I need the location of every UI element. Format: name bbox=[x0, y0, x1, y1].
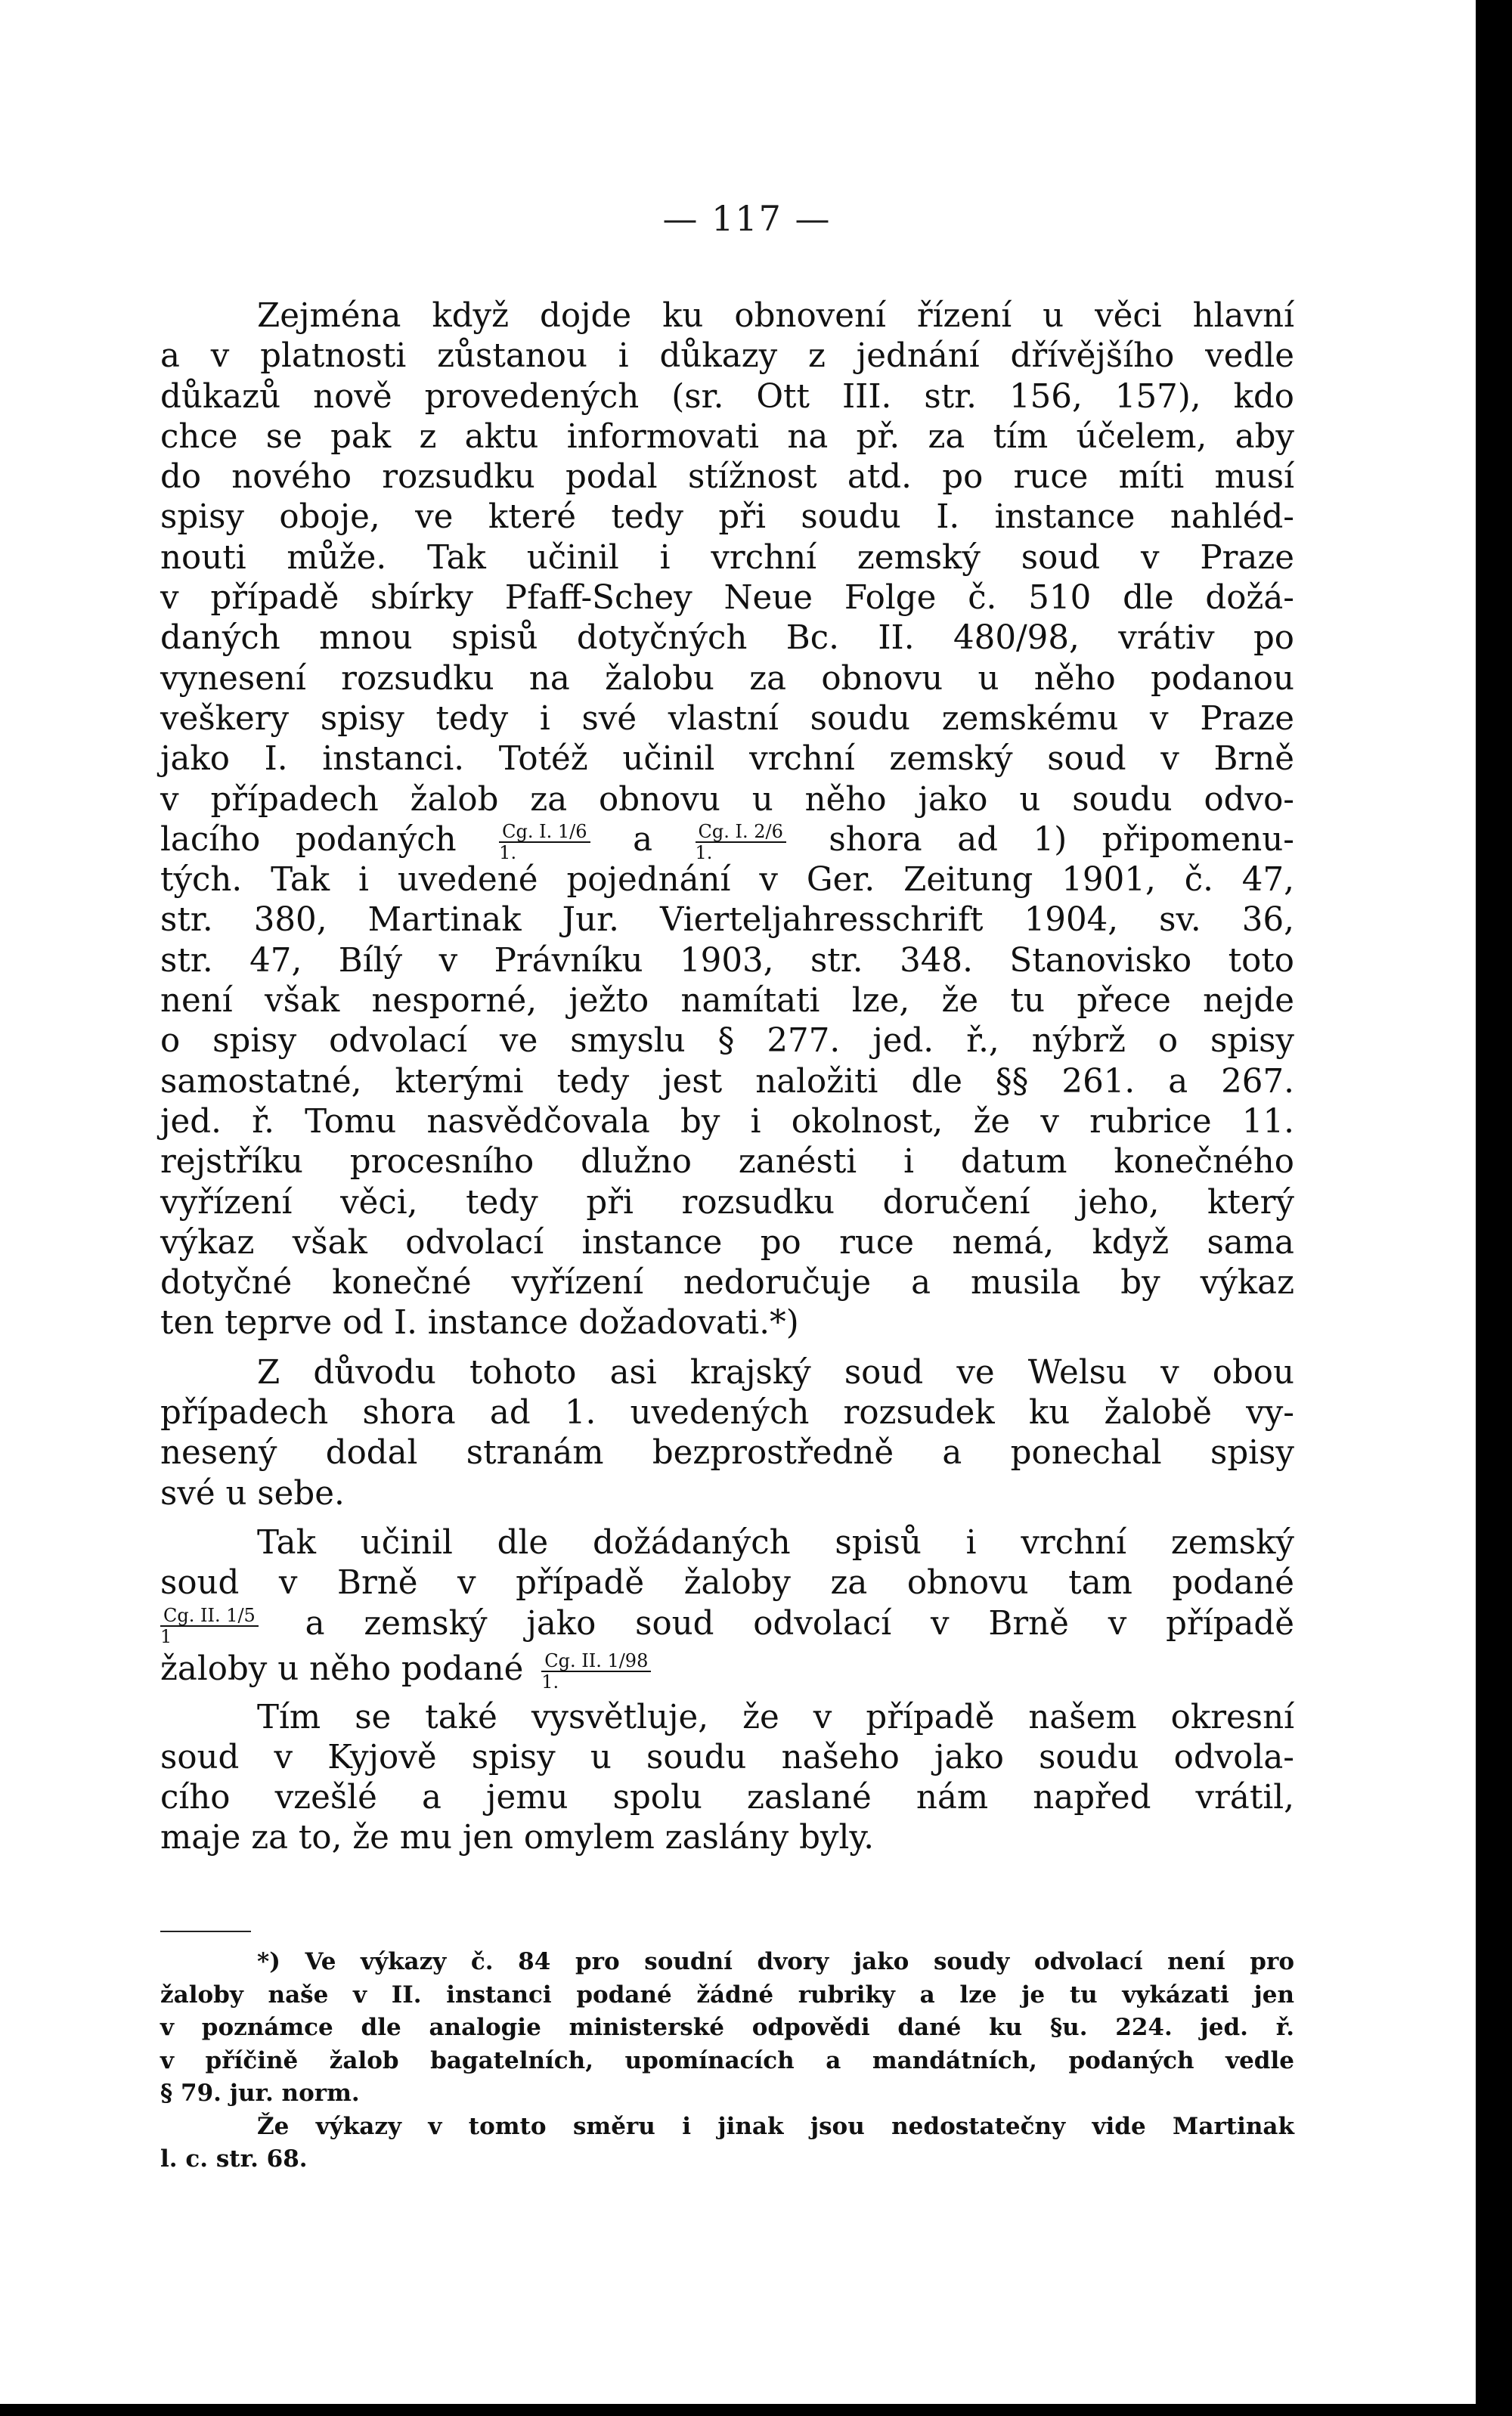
text-line: v případě sbírky Pfaff-Schey Neue Folge č. 510 dle dožá- bbox=[160, 579, 1294, 618]
case-number-fraction bbox=[696, 822, 786, 863]
text-line: ten teprve od I. instance dožadovati.*) bbox=[160, 1304, 799, 1343]
text-line-with-fraction bbox=[160, 1649, 1294, 1695]
footnote-line: v příčině žalob bagatelních, upomínacích a mandátních, podaných vedle bbox=[160, 2046, 1294, 2074]
text-line: str. 380, Martinak Jur. Vierteljahresschrift 1904, sv. 36, bbox=[160, 901, 1294, 940]
fraction-denominator: 1. bbox=[695, 841, 713, 863]
footnote-line: § 79. jur. norm. bbox=[160, 2080, 360, 2107]
text-line: důkazů nově provedených (sr. Ott III. str. 156, 157), kdo bbox=[160, 377, 1294, 416]
footnote-line: v poznámce dle analogie ministerské odpovědi dané ku §u. 224. jed. ř. bbox=[160, 2014, 1294, 2041]
text-line: jako I. instanci. Totéž učinil vrchní zemský soud v Brně bbox=[160, 740, 1294, 779]
text-line: rejstříku procesního dlužno zanésti i datum konečného bbox=[160, 1143, 1294, 1182]
text-line: do nového rozsudku podal stížnost atd. po ruce míti musí bbox=[160, 458, 1294, 497]
main-text bbox=[160, 296, 1294, 1859]
paragraph-1 bbox=[160, 296, 1294, 1344]
text-line: soud v Brně v případě žaloby za obnovu tam podané bbox=[160, 1564, 1294, 1603]
paragraph-3 bbox=[160, 1523, 1294, 1695]
text-line: cího vzešlé a jemu spolu zaslané nám napřed vrátil, bbox=[160, 1779, 1294, 1817]
text-line: jed. ř. Tomu nasvědčovala by i okolnost, že v rubrice 11. bbox=[160, 1102, 1294, 1141]
text-line: vyřízení věci, tedy při rozsudku doručení jeho, který bbox=[160, 1183, 1294, 1222]
page-number: — 117 — bbox=[662, 198, 832, 239]
text-fragment: shora ad 1) připomenu- bbox=[829, 820, 1294, 859]
text-line: samostatné, kterými tedy jest naložiti dle §§ 261. a 267. bbox=[160, 1062, 1294, 1101]
text-line: Tak učinil dle dožádaných spisů i vrchní zemský bbox=[257, 1523, 1294, 1562]
text-line: tých. Tak i uvedené pojednání v Ger. Zeitung 1901, č. 47, bbox=[160, 861, 1294, 900]
footnote-line: *) Ve výkazy č. 84 pro soudní dvory jako soudy odvolací není pro bbox=[257, 1948, 1294, 1975]
fraction-numerator: Cg. I. 1/6 bbox=[499, 822, 590, 843]
footnote-line: Že výkazy v tomto směru i jinak jsou nedostatečny vide Martinak bbox=[257, 2112, 1294, 2140]
case-number-fraction bbox=[541, 1651, 651, 1692]
text-line: o spisy odvolací ve smyslu § 277. jed. ř., nýbrž o spisy bbox=[160, 1022, 1294, 1061]
text-line: a v platnosti zůstanou i důkazy z jednání dřívějšího vedle bbox=[160, 337, 1294, 376]
fraction-numerator: Cg. I. 2/6 bbox=[696, 822, 786, 843]
text-line: maje za to, že mu jen omylem zaslány byly. bbox=[160, 1819, 875, 1857]
text-fragment: a bbox=[633, 820, 652, 859]
text-line: nouti může. Tak učinil i vrchní zemský soud v Praze bbox=[160, 538, 1294, 577]
text-line: své u sebe. bbox=[160, 1474, 345, 1513]
paragraph-4 bbox=[160, 1698, 1294, 1859]
text-line-with-fractions bbox=[160, 820, 1294, 863]
text-line: str. 47, Bílý v Právníku 1903, str. 348. Stanovisko toto bbox=[160, 941, 1294, 980]
text-line: případech shora ad 1. uvedených rozsudek ku žalobě vy- bbox=[160, 1394, 1294, 1433]
fraction-numerator: Cg. II. 1/98 bbox=[541, 1651, 651, 1672]
text-line: chce se pak z aktu informovati na př. za tím účelem, aby bbox=[160, 417, 1294, 456]
text-line: není však nesporné, ježto namítati lze, že tu přece nejde bbox=[160, 982, 1294, 1021]
footnote-separator bbox=[160, 1931, 251, 1932]
footnote-line: žaloby naše v II. instanci podané žádné rubriky a lze je tu vykázati jen bbox=[160, 1981, 1294, 2009]
text-fragment: a zemský jako soud odvolací v Brně v případě bbox=[305, 1604, 1295, 1643]
text-line: v případech žalob za obnovu u něho jako u soudu odvo- bbox=[160, 780, 1294, 819]
paragraph-2 bbox=[160, 1353, 1294, 1514]
text-line: veškery spisy tedy i své vlastní soudu zemskému v Praze bbox=[160, 699, 1294, 738]
text-line: Z důvodu tohoto asi krajský soud ve Welsu v obou bbox=[257, 1353, 1294, 1392]
text-line: vynesení rozsudku na žalobu za obnovu u něho podanou bbox=[160, 659, 1294, 698]
text-line: spisy oboje, ve které tedy při soudu I. instance nahléd- bbox=[160, 498, 1294, 537]
text-line: Zejména když dojde ku obnovení řízení u věci hlavní bbox=[257, 297, 1294, 335]
text-line: daných mnou spisů dotyčných Bc. II. 480/98, vrátiv po bbox=[160, 619, 1294, 658]
footnote-line: l. c. str. 68. bbox=[160, 2145, 308, 2173]
footnotes bbox=[160, 1946, 1294, 2176]
fraction-numerator: Cg. II. 1/5 bbox=[160, 1606, 259, 1627]
fraction-denominator: 1. bbox=[541, 1671, 559, 1693]
case-number-fraction bbox=[160, 1606, 259, 1646]
text-line: Tím se také vysvětluje, že v případě našem okresní bbox=[257, 1698, 1294, 1736]
fraction-denominator: 1 bbox=[160, 1625, 172, 1647]
case-number-fraction bbox=[499, 822, 590, 863]
text-line-with-fraction bbox=[160, 1604, 1294, 1649]
text-line: výkaz však odvolací instance po ruce nemá, když sama bbox=[160, 1223, 1294, 1262]
text-fragment: lacího podaných bbox=[160, 820, 457, 859]
fraction-denominator: 1. bbox=[499, 841, 517, 863]
text-line: nesený dodal stranám bezprostředně a ponechal spisy bbox=[160, 1434, 1294, 1473]
text-fragment: žaloby u něho podané bbox=[160, 1649, 524, 1688]
text-line: soud v Kyjově spisy u soudu našeho jako soudu odvola- bbox=[160, 1738, 1294, 1776]
text-line: dotyčné konečné vyřízení nedoručuje a musila by výkaz bbox=[160, 1264, 1294, 1302]
